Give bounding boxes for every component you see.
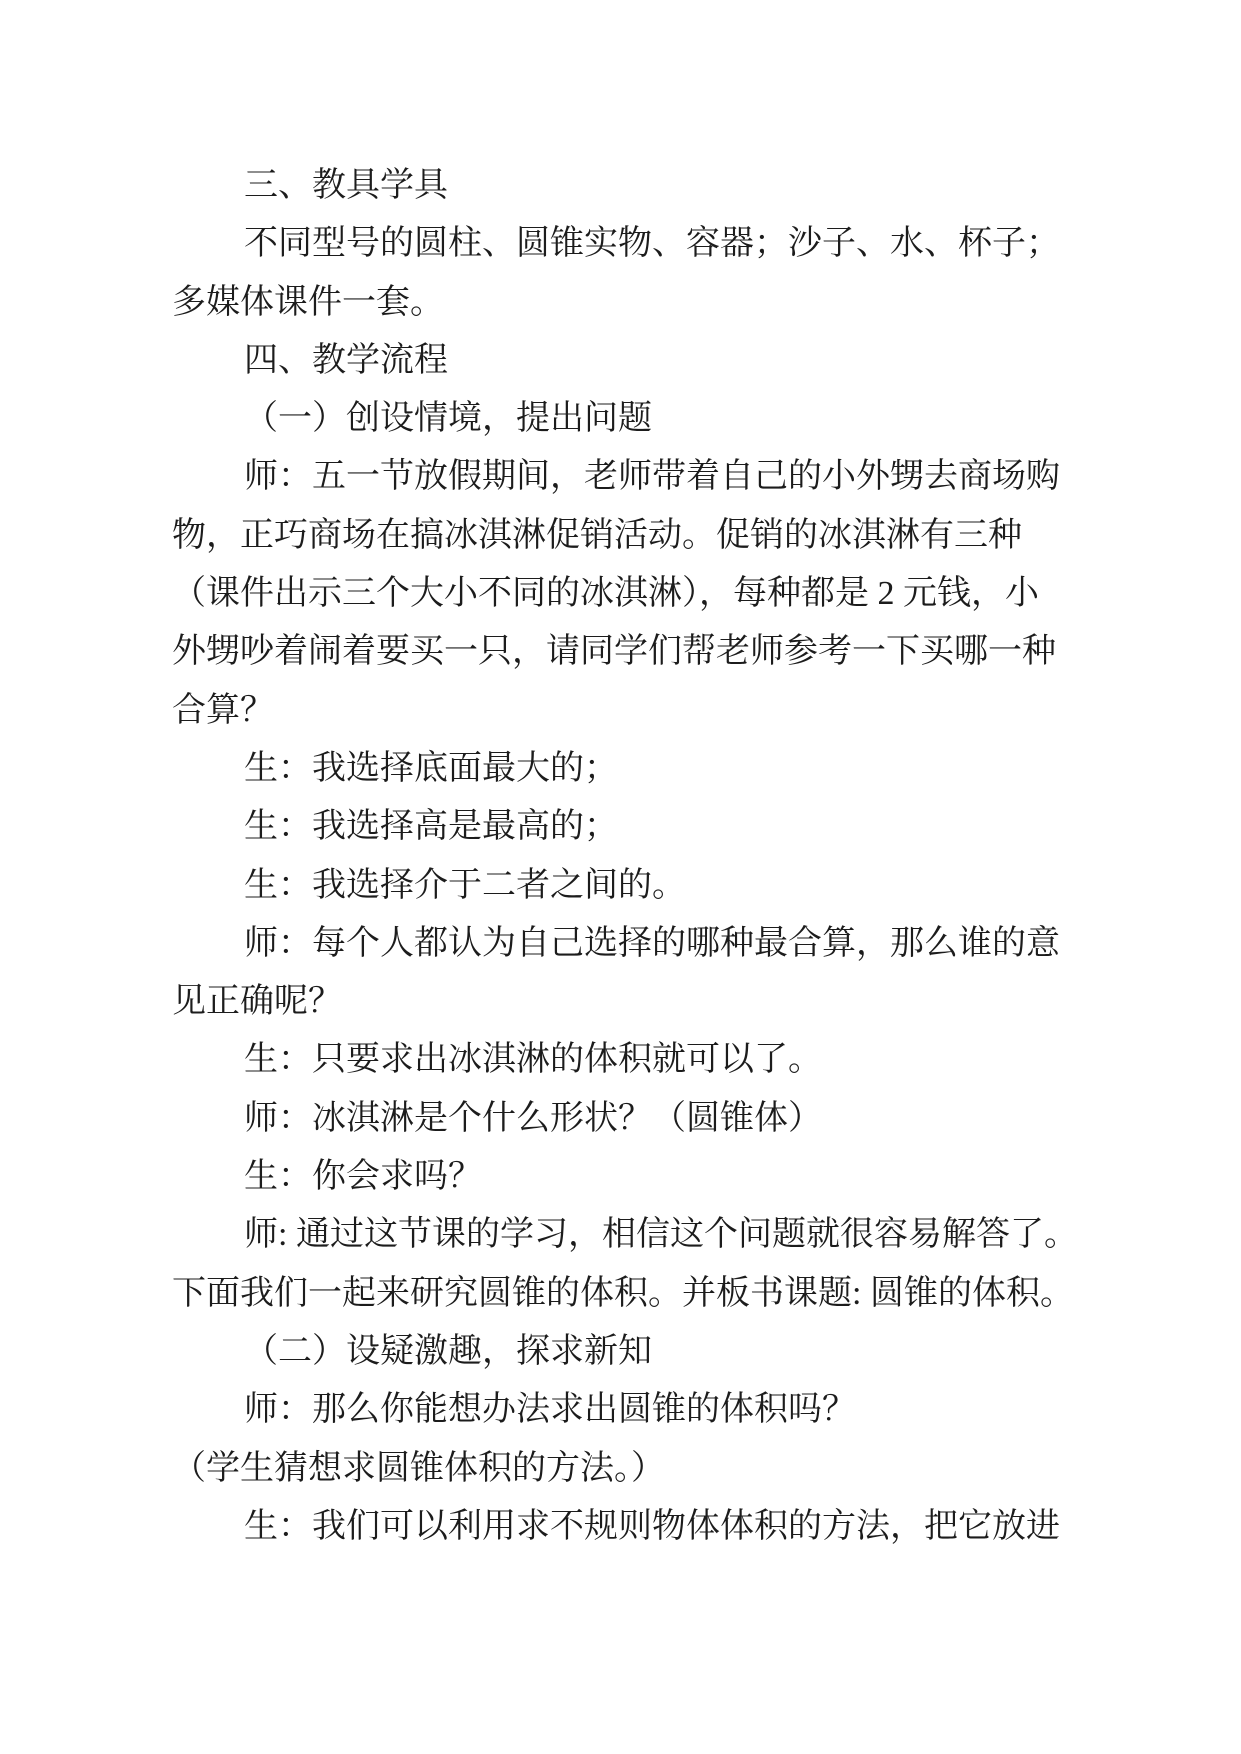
teacher-dialogue: 师：那么你能想办法求出圆锥的体积吗？ (244, 1391, 856, 1429)
teacher-dialogue: 师：冰淇淋是个什么形状？（圆锥体） (244, 1099, 822, 1137)
teacher-dialogue: 师：五一节放假期间，老师带着自己的小外甥去商场购 (244, 458, 1060, 496)
teacher-dialogue: 外甥吵着闹着要买一只，请同学们帮老师参考一下买哪一种 (172, 633, 1056, 671)
stage-direction: （学生猜想求圆锥体积的方法。） (172, 1449, 665, 1487)
document-text-block (172, 157, 1078, 1556)
text-line: 多媒体课件一套。 (172, 283, 444, 321)
teacher-dialogue: 下面我们一起来研究圆锥的体积。并板书课题: 圆锥的体积。 (172, 1274, 1074, 1312)
student-dialogue: 生：我们可以利用求不规则物体体积的方法，把它放进 (244, 1507, 1060, 1545)
student-dialogue: 生：只要求出冰淇淋的体积就可以了。 (244, 1041, 822, 1079)
section-heading: 四、教学流程 (244, 341, 448, 379)
student-dialogue: 生：你会求吗？ (244, 1158, 482, 1196)
section-heading: 三、教具学具 (244, 167, 448, 204)
teacher-dialogue: 见正确呢？ (172, 983, 342, 1021)
student-dialogue: 生：我选择底面最大的； (244, 749, 618, 787)
text-line: 不同型号的圆柱、圆锥实物、容器；沙子、水、杯子； (244, 225, 1060, 263)
teacher-dialogue: （课件出示三个大小不同的冰淇淋），每种都是 2 元钱，小 (172, 575, 1039, 613)
teacher-dialogue: 物，正巧商场在搞冰淇淋促销活动。促销的冰淇淋有三种 (172, 516, 1022, 554)
teacher-dialogue: 师：每个人都认为自己选择的哪种最合算，那么谁的意 (244, 924, 1060, 962)
teacher-dialogue: 合算？ (172, 691, 274, 729)
student-dialogue: 生：我选择高是最高的； (244, 808, 618, 846)
subsection-heading: （一）创设情境，提出问题 (244, 400, 652, 438)
teacher-dialogue: 师: 通过这节课的学习，相信这个问题就很容易解答了。 (244, 1216, 1078, 1254)
subsection-heading: （二）设疑激趣，探求新知 (244, 1332, 652, 1370)
student-dialogue: 生：我选择介于二者之间的。 (244, 866, 686, 904)
